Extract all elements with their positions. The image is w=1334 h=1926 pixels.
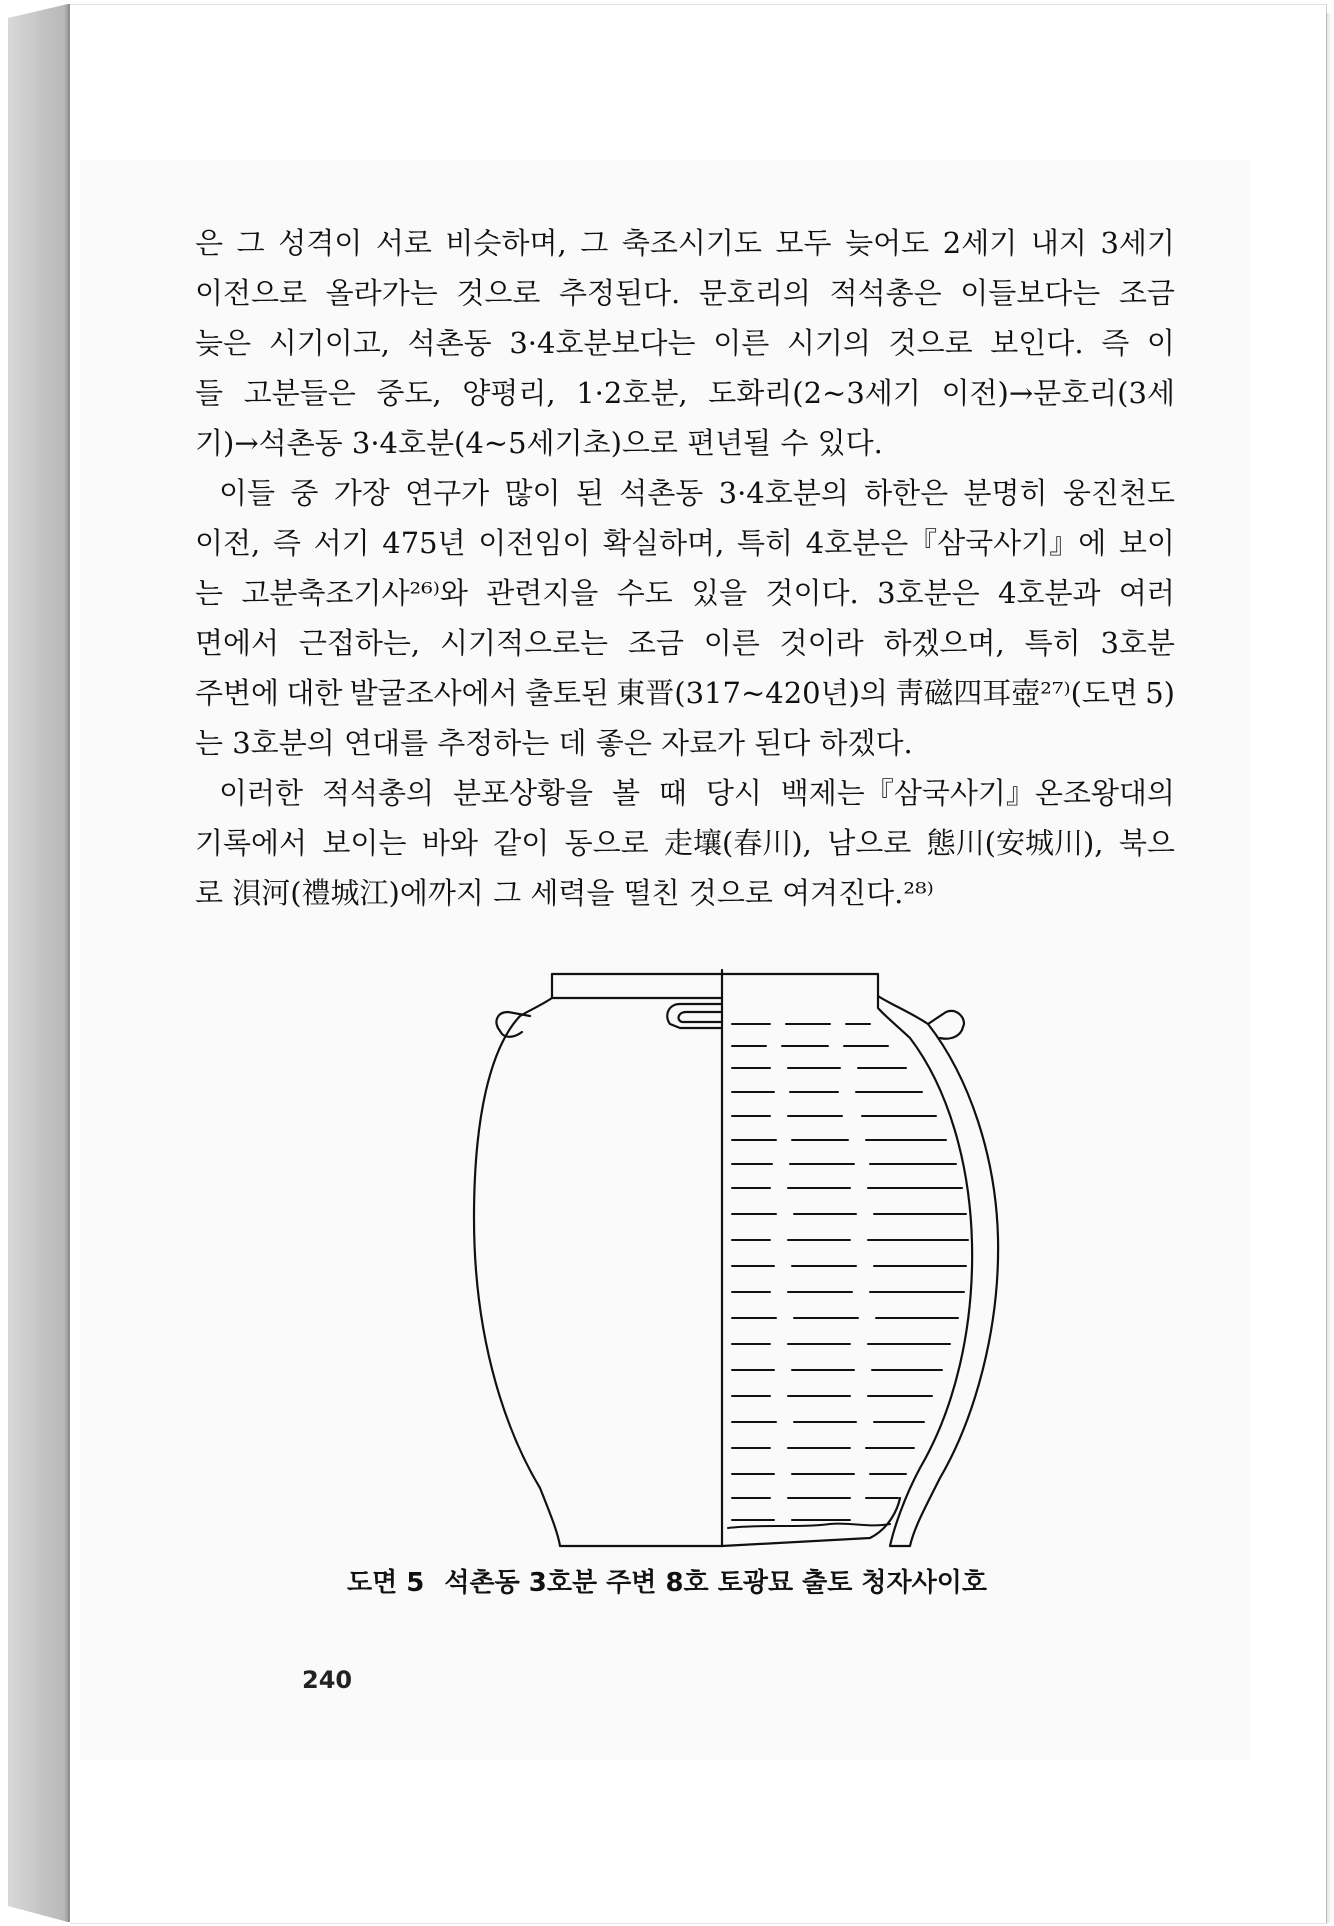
body-text [195,218,1175,918]
word: 당시 [705,776,762,810]
word: 것이다. [765,576,859,610]
word: 이른 [703,626,760,660]
word: 관련지을 [486,576,599,610]
word: 때 [658,776,687,810]
word: 이들보다는 [960,276,1101,310]
word: 기록에서 [195,826,308,860]
word: 는 [195,576,224,610]
word: 靑磁四耳壺²⁷⁾(도면 [895,676,1138,710]
paragraph-2 [195,468,1175,768]
word: 특히 [736,526,793,560]
word: 3세기 [1100,226,1175,260]
word: 대한 [286,676,343,710]
word: 시기적으로는 [439,626,609,660]
book-spine [8,4,68,1922]
word: 올라가는 [325,276,438,310]
word: 은 [195,226,224,260]
word: 적석총은 [829,276,942,310]
jar-wall-section [878,996,998,1546]
word: 3·4호분보다는 [509,326,696,360]
word: 있을 [691,576,748,610]
word: 것으로 [456,276,541,310]
word: 석촌동 [407,326,492,360]
word: 도화리(2~3세기 [708,376,921,410]
page-shadow [1326,13,1332,1923]
word: 주변에 [195,676,280,710]
word: 이러한 [219,776,304,810]
jar-outline-left [474,998,722,1546]
jar-drawing-figure [470,968,1020,1558]
text-line [195,568,1175,618]
word: 가장 [333,476,390,510]
text-line: 기)→석촌동 3·4호분(4~5세기초)으로 편년될 수 있다. [195,426,883,460]
word: 4호분과 [998,576,1101,610]
figure-caption-number: 도면 5 [347,1568,425,1598]
word: 된 [575,476,604,510]
word: 2세기 [942,226,1018,260]
word: 수도 [616,576,673,610]
word: 분포상황을 [452,776,594,810]
word: 그 [580,226,609,260]
page-number: 240 [302,1666,353,1694]
word: 근접하는, [298,626,421,660]
word: 볼 [611,776,640,810]
word: 북으 [1118,826,1175,860]
word: 많이 [504,476,561,510]
word: 석촌동 [619,476,704,510]
text-line [195,268,1175,318]
right-lug [928,1011,964,1039]
text-line: 는 3호분의 연대를 추정하는 데 좋은 자료가 된다 하겠다. [195,726,913,760]
rim-left [552,974,722,998]
word: 3·4호분의 [718,476,849,510]
word: 출토된 [524,676,610,710]
word: 이전임이 [478,526,591,560]
word: 웅진천도 [1062,476,1175,510]
word: 것이라 [779,626,864,660]
word: 보인다. [990,326,1084,360]
word: 보이는 [322,826,407,860]
word: 것으로 [888,326,973,360]
word: 1·2호분, [576,376,688,410]
rim-top-right [722,974,878,996]
word: 이전)→문호리(3세 [941,376,1175,410]
word: 문호리의 [698,276,811,310]
word: 적석총의 [321,776,435,810]
text-line [195,468,1175,518]
word: 이전, [195,526,261,560]
text-line [195,818,1175,868]
base-break-line [728,1524,890,1528]
word: 분명히 [963,476,1048,510]
word: 이들 [219,476,276,510]
word: 모두 [775,226,832,260]
word: 양평리, [462,376,556,410]
word: 추정된다. [559,276,681,310]
text-line [195,368,1175,418]
text-line [195,768,1175,818]
word: 보이 [1118,526,1175,560]
word: 그 [236,226,265,260]
word: 중도, [376,376,442,410]
word: 내지 [1030,226,1087,260]
word: 면에서 [195,626,280,660]
text-line [195,518,1175,568]
word: 態川(安城川), [926,826,1104,860]
word: 4호분은『삼국사기』에 [805,526,1107,560]
word: 성격이 [278,226,363,260]
word: 서로 [375,226,432,260]
word: 5) [1145,676,1175,710]
word: 走壤(春川), [664,826,812,860]
figure-caption-text: 석촌동 3호분 주변 8호 토광묘 출토 청자사이호 [444,1568,987,1598]
word: 백제는『삼국사기』온조왕대의 [780,776,1175,810]
word: 확실하며, [603,526,725,560]
word: 이른 [713,326,770,360]
word: 시기의 [786,326,871,360]
figure-caption [0,1562,1334,1599]
word: 남으로 [827,826,912,860]
inner-base-profile [722,1498,900,1546]
word: 비슷하며, [445,226,567,260]
word: 중 [290,476,319,510]
word: 고분들은 [243,376,356,410]
word: 들 [195,376,224,410]
word: 이 [1146,326,1175,360]
word: 고분축조기사²⁶⁾와 [241,576,468,610]
word: 즉 [272,526,301,560]
word: 즉 [1101,326,1130,360]
inner-rim-detail-2 [679,1012,722,1022]
word: 하겠으며, [883,626,1005,660]
word: 조금 [1118,276,1175,310]
paragraph-3 [195,768,1175,918]
text-line [195,668,1175,718]
word: 늦어도 [845,226,930,260]
word: 東晋(317~420년)의 [616,676,888,710]
word: 시기이고, [268,326,390,360]
word: 발굴조사에서 [349,676,518,710]
word: 여러 [1118,576,1175,610]
word: 축조시기도 [621,226,762,260]
word: 475년 [382,526,466,560]
four-lug-jar-drawing [470,968,1020,1558]
text-line [195,218,1175,268]
word: 조금 [627,626,684,660]
word: 특히 [1024,626,1081,660]
word: 이전으로 [195,276,308,310]
word: 동으로 [564,826,649,860]
word: 서기 [313,526,370,560]
word: 3호분은 [877,576,980,610]
text-line [195,618,1175,668]
word: 하한은 [864,476,949,510]
word: 같이 [493,826,550,860]
word: 연구가 [405,476,490,510]
text-line [195,318,1175,368]
word: 늦은 [195,326,252,360]
word: 3호분 [1100,626,1175,660]
paragraph-1 [195,218,1175,468]
word: 바와 [421,826,478,860]
text-line: 로 浿河(禮城江)에까지 그 세력을 떨친 것으로 여겨진다.²⁸⁾ [195,876,934,910]
inner-rim-detail [667,1004,722,1028]
